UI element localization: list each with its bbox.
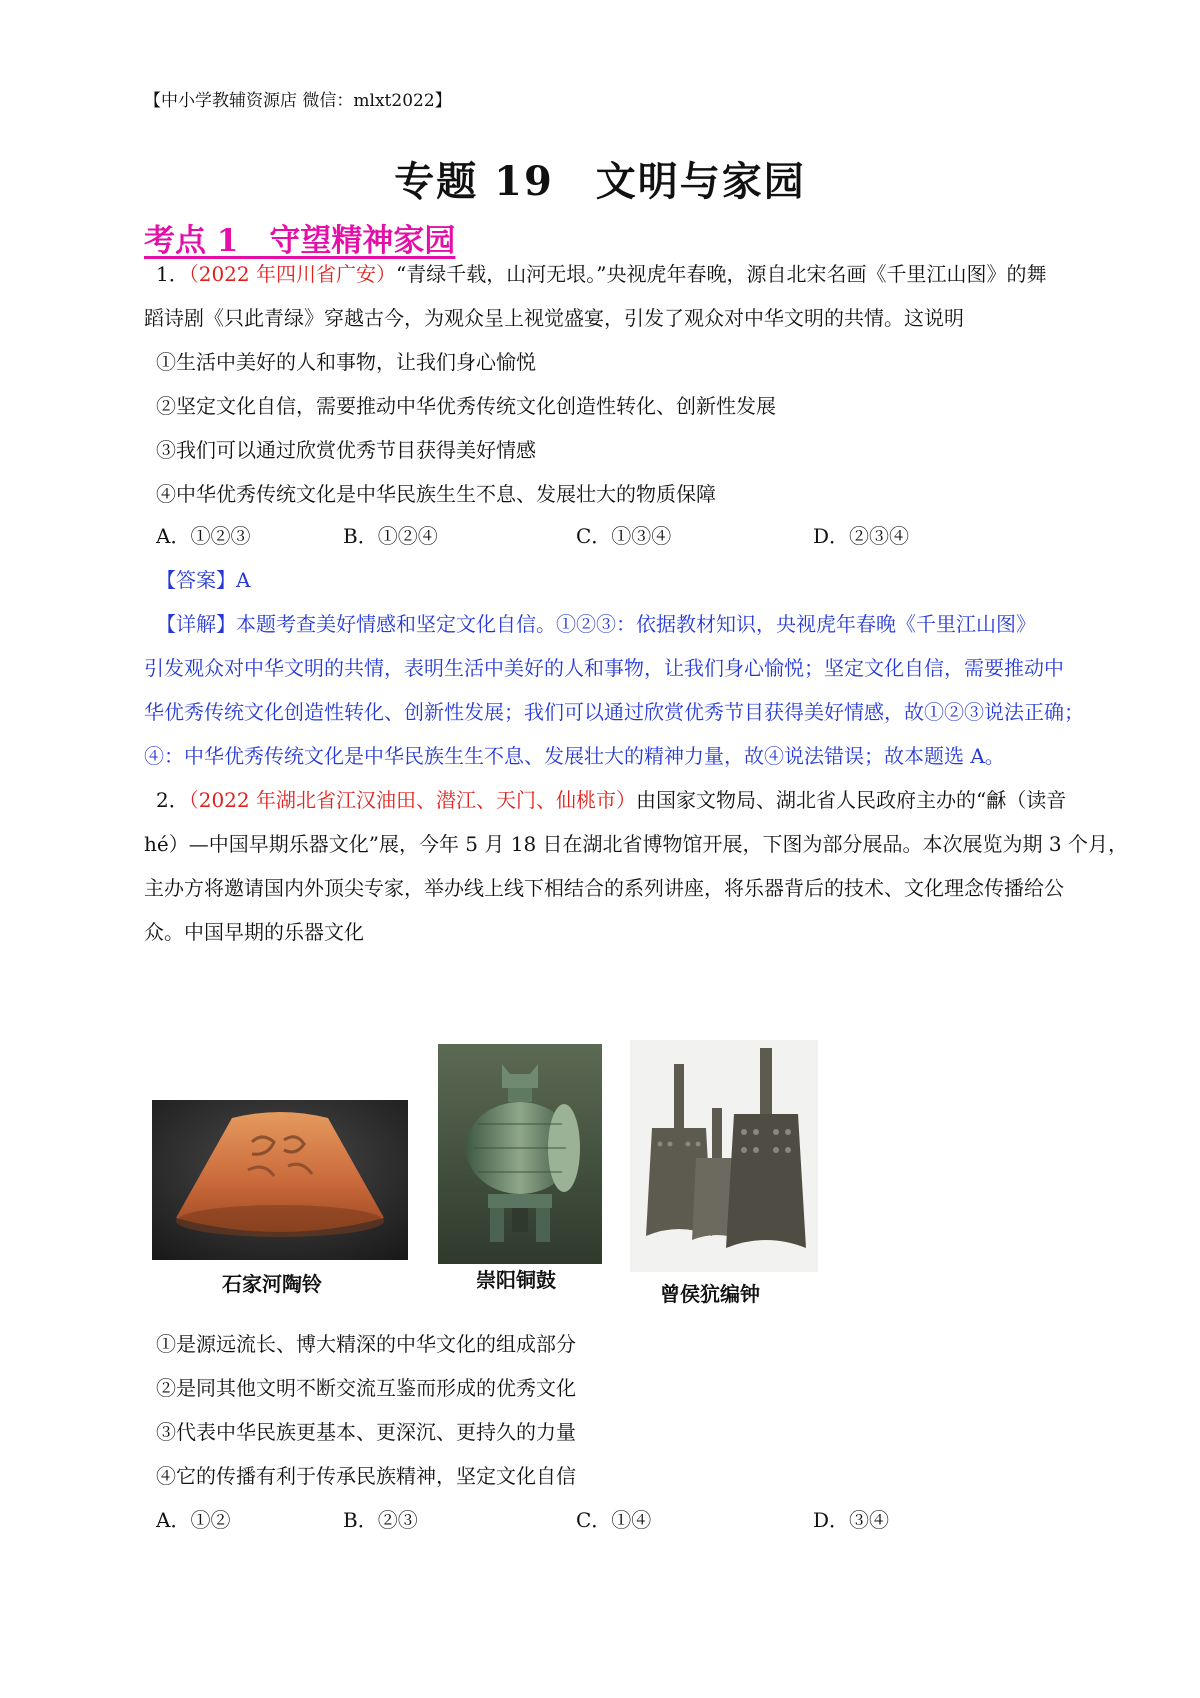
q2-stem-text1: 由国家文物局、湖北省人民政府主办的“龢（读音 xyxy=(636,788,1067,812)
q2-source: （2022 年湖北省江汉油田、潜江、天门、仙桃市） xyxy=(188,788,636,812)
q1-detail-tag: 【详解】 xyxy=(156,612,236,636)
q2-item-4: ④它的传播有利于传承民族精神，坚定文化自信 xyxy=(156,1464,576,1488)
bronze-bells-photo xyxy=(630,1040,818,1272)
q1-detail-line4: ④：中华优秀传统文化是中华民族生生不息、发展壮大的精神力量，故④说法错误；故本题选 A。 xyxy=(144,744,1005,768)
q1-item-3: ③我们可以通过欣赏优秀节目获得美好情感 xyxy=(156,438,536,462)
pottery-bell-photo xyxy=(152,1100,408,1260)
q2-item-3: ③代表中华民族更基本、更深沉、更持久的力量 xyxy=(156,1420,576,1444)
page-title: 专题 19 文明与家园 xyxy=(394,158,806,205)
figure-caption-1: 石家河陶铃 xyxy=(222,1272,322,1296)
section-heading: 考点 1 守望精神家园 xyxy=(144,223,456,259)
figure-caption-2: 崇阳铜鼓 xyxy=(476,1268,556,1292)
q1-detail-text1: 本题考查美好情感和坚定文化自信。①②③：依据教材知识，央视虎年春晚《千里江山图》 xyxy=(236,612,1036,636)
q1-option-b: B．①②④ xyxy=(343,524,438,548)
q1-option-c: C．①③④ xyxy=(576,524,672,548)
q1-detail-line2: 引发观众对中华文明的共情，表明生活中美好的人和事物，让我们身心愉悦；坚定文化自信，需要推动中 xyxy=(144,656,1064,680)
q2-stem-line3: 主办方将邀请国内外顶尖专家，举办线上线下相结合的系列讲座，将乐器背后的技术、文化理念传播给公 xyxy=(144,876,1064,900)
q2-stem-line4: 众。中国早期的乐器文化 xyxy=(144,920,364,944)
bronze-drum-photo xyxy=(438,1044,602,1264)
q2-stem-line2: hé）—中国早期乐器文化”展，今年 5 月 18 日在湖北省博物馆开展，下图为部分展品。本次展览为期 3 个月， xyxy=(144,832,1128,856)
q1-item-4: ④中华优秀传统文化是中华民族生生不息、发展壮大的物质保障 xyxy=(156,482,716,506)
q1-option-a: A．①②③ xyxy=(156,524,251,548)
q1-stem-line1 xyxy=(156,258,1046,287)
q1-option-d: D．②③④ xyxy=(813,524,910,548)
q1-item-2: ②坚定文化自信，需要推动中华优秀传统文化创造性转化、创新性发展 xyxy=(156,394,776,418)
q1-item-1: ①生活中美好的人和事物，让我们身心愉悦 xyxy=(156,350,536,374)
q1-answer xyxy=(156,564,250,593)
q1-answer-value: A xyxy=(236,568,251,592)
q2-option-c: C．①④ xyxy=(576,1508,652,1532)
q1-detail-line1 xyxy=(156,608,1036,637)
q1-number: 1． xyxy=(156,262,189,286)
figure-caption-3: 曾侯犺编钟 xyxy=(660,1282,760,1306)
q1-stem-line2: 蹈诗剧《只此青绿》穿越古今，为观众呈上视觉盛宴，引发了观众对中华文明的共情。这说明 xyxy=(144,306,964,330)
q2-option-d: D．③④ xyxy=(813,1508,890,1532)
q1-source: （2022 年四川省广安） xyxy=(188,262,396,286)
q1-answer-tag: 【答案】 xyxy=(156,568,236,592)
q2-number: 2． xyxy=(156,788,189,812)
page-header: 【中小学教辅资源店 微信：mlxt2022】 xyxy=(144,91,452,111)
q2-option-b: B．②③ xyxy=(343,1508,418,1532)
q2-item-1: ①是源远流长、博大精深的中华文化的组成部分 xyxy=(156,1332,576,1356)
q2-option-a: A．①② xyxy=(156,1508,231,1532)
q2-item-2: ②是同其他文明不断交流互鉴而形成的优秀文化 xyxy=(156,1376,576,1400)
q1-detail-line3: 华优秀传统文化创造性转化、创新性发展；我们可以通过欣赏优秀节目获得美好情感，故①②③说法正确； xyxy=(144,700,1084,724)
q1-stem-text1: “青绿千载，山河无垠。”央视虎年春晚，源自北宋名画《千里江山图》的舞 xyxy=(396,262,1047,286)
q2-stem-line1 xyxy=(156,784,1066,813)
